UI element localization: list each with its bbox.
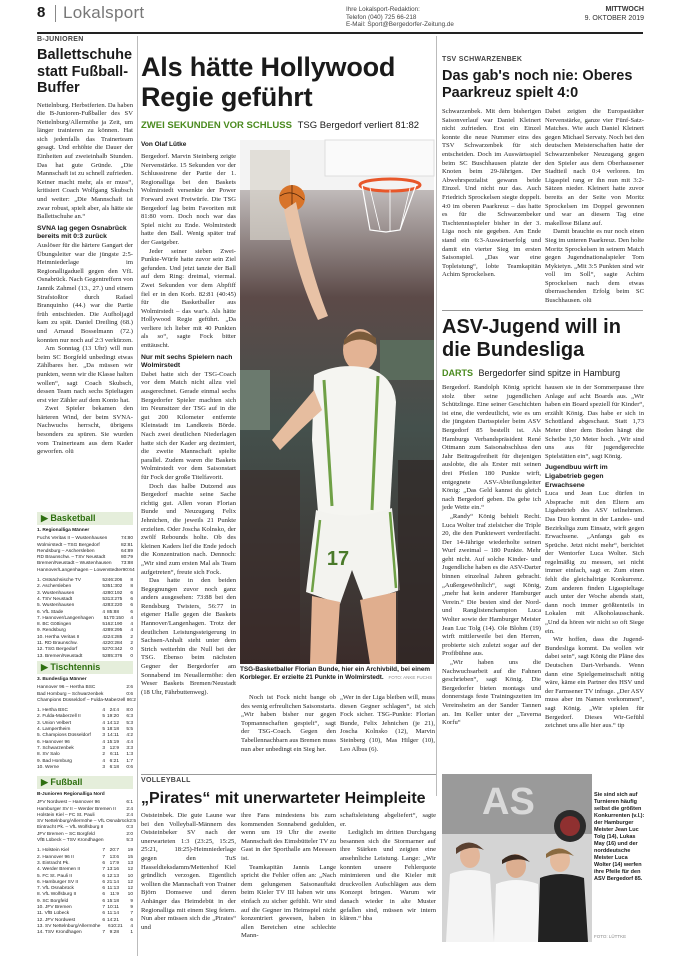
article-body: Oststeinbek. Die gute Laune war bei den Volleyball-Männern des Oststeinbeker SV nach der unerwarteten 1:3 (23:25, 15:25, 25:21, 18:25)-Heimniederlage gegen den TuS Hasseldieksdamm/Mettenhof Kiel gründlich verzogen. Eigentlich wollten die Mannschaft von Trainer Björn Domsewe und deren Anhänger das Heimdebüt in der Regionalliga mit einem Sieg feiern. Nun aber müssen sich die „Pirates“ und — [141, 812, 236, 931]
row-value: 7 — [102, 867, 105, 873]
row-value: 24:4 — [109, 708, 119, 714]
standings-list — [37, 578, 133, 660]
row-label: 6. Hamburger SV II — [37, 879, 79, 885]
vb-text-column-1 — [141, 812, 236, 952]
row-value: 11:9 — [110, 892, 119, 898]
darts-text-column-2 — [545, 384, 644, 770]
row-label: 11. RD Braunschw. — [37, 641, 78, 647]
row-value: 3 — [102, 745, 105, 751]
article-body: Luca und Jean Luc dürfen in Absprache mit den Eltern am Ligabetrieb des ASV teilnehmen. Das Duo kommt in der Landes- und Bezirksliga zum Einsatz, wirft gegen Erwachsene. „Anfangs gab es Sprüche. Jetzt nicht mehr“, berichtet der Wentorfer Luca Wolter. Sich regelmäßig zu messen, sei nicht immer einfach, sagt er. Zum einen fehlt die gleichaltrige Konkurrenz. Zum anderen finden Ligaspieltage auch unter der Woche abends statt, dann noch immer größtenteils in Lokalen mit Alkoholausschank. „Und da hören wir nicht so oft Siege ein. — [545, 490, 644, 635]
row-label: 3. Wustenhausen — [37, 590, 75, 596]
row-value: 5:3 — [126, 720, 133, 726]
row-value: 4 — [102, 628, 105, 634]
section-divider — [442, 310, 643, 311]
row-value: 270:342 — [105, 647, 123, 653]
article-body: „Wer in der Liga bleiben will, muss diesen Gegner schlagen“, ist sich Fock sicher. TSG-Punkte: Florian Bunde, Felix Jehnichen (je 21), Joscha Kolnsko (12), Marvin Steinberg (10), Mas Hilger (10), Leo Albus (6). — [340, 694, 435, 753]
photo-caption — [240, 666, 434, 682]
row-label: 12. JFV Nordwest — [37, 917, 76, 923]
row-label: 5. FC St. Pauli II — [37, 873, 72, 879]
row-value: 6 — [102, 886, 105, 892]
row-value: 6 — [130, 596, 133, 602]
row-label: Hannover/Langenhagen – Lowenstedter — [37, 567, 123, 573]
row-value: 6:11 — [110, 752, 119, 758]
vb-text-column-3 — [340, 812, 436, 952]
row-value: 6 — [130, 603, 133, 609]
contact-email: E-Mail: Sport@Bergedorfer-Zeitung.de — [346, 21, 454, 29]
row-value: 5 — [102, 578, 105, 584]
row-value: 5 — [102, 714, 105, 720]
row-value: 6:21 — [109, 758, 119, 764]
row-value: 2:5 — [129, 819, 137, 825]
row-value: 5:3 — [126, 838, 133, 844]
row-value: 5 — [102, 622, 105, 628]
table-row — [37, 568, 133, 574]
row-value: 224:285 — [105, 634, 123, 640]
box-title: Fußball — [50, 777, 83, 787]
date: 9. OKTOBER 2019 — [584, 14, 644, 22]
row-value: 6:18 — [109, 764, 119, 770]
row-value: 15:18 — [106, 898, 119, 904]
row-value: 2 — [130, 641, 133, 647]
row-label: JFV Nordwest – Hannover 96 — [37, 800, 100, 806]
row-label: 10. Hertha Veritas II — [37, 634, 80, 640]
row-value: 73:88 — [120, 561, 133, 567]
row-value: 5 — [102, 584, 105, 590]
row-value: 12 — [127, 867, 133, 873]
row-value: 2:0 — [126, 831, 133, 837]
article-body: Zwei Spieler bekamen den härteren Wind, der beim SVNA-Nachwuchs herrscht, übrigens besonders zu spüren. Sie wurden vom Trainerteam aus dem Kader geworfen. olü — [37, 405, 133, 456]
section-label: TSV SCHWARZENBEK — [442, 56, 523, 63]
row-label: 4. TSV Neustadt — [37, 596, 73, 602]
row-value: 6 — [130, 609, 133, 615]
triangle-icon: ▶ — [41, 662, 51, 672]
darts-subheadline: Bergedorfer sind spitze in Hamburg — [478, 368, 621, 378]
player-layup-image — [240, 140, 434, 664]
row-value: 90:64 — [122, 567, 135, 573]
row-label: 4. Werder Bremen II — [37, 867, 81, 873]
row-value: 0:6 — [126, 691, 133, 697]
row-label: 9. Bad Homburg — [37, 758, 72, 764]
tischtennis-box — [37, 661, 136, 771]
photo-credit: FOTO: ANKE FUCHS — [388, 675, 433, 680]
row-value: 18:18 — [106, 727, 119, 733]
row-value: 0 — [130, 647, 133, 653]
row-value: 4 — [130, 615, 133, 621]
row-label: Rendsburg – Aschersleben — [37, 548, 95, 554]
row-value: 4 — [130, 628, 133, 634]
row-label: 3. Union Velbert — [37, 720, 72, 726]
article-body: Jeder seiner sieben Zwei-Punkte-Würfe hatte zuvor sein Ziel gefunden. Und jetzt tanzte der Ball auf dem Ring: dreimal, viermal. Zwei Sekunden vor dem Abpfiff fiel er in den Korb. 82:81 (40:45) für die Basketballer aus Wolmirstedt – das war's. Als hätte Hollywood Regie geführt. „Da verliere ich lieber mit 40 Punkten als so“, sagte Fock bitter enttäuscht. — [141, 247, 236, 350]
results-table — [37, 677, 136, 771]
row-label: 5. Champions Düsseldorf — [37, 733, 91, 739]
row-value: 14:12 — [106, 720, 119, 726]
row-label: 2. Hannover 96 II — [37, 854, 74, 860]
row-label: RD Braunschw. – TSV Neustadt — [37, 555, 106, 561]
row-label: Fuchs Veritas II – Wustenhausen — [37, 536, 108, 542]
article-body: Schwarzenbek. Mit dem bisherigen Saisonverlauf war Daniel Kleinert nicht zufrieden. Erst ein Einzel konnte die neue Nummer eins des TSV Schwarzenbek für sich entscheiden. Doch im Auswärtsspiel beim SC Buschhausen platzte der Knoten beim 29-Jährigen. Der Abwehrspezialist gewann beide Einzel. Und nicht nur das. Auch Friedrich Sprockelsen siegte doppelt. 4:0 im oberen Paarkreuz – das hatte es für die Schwarzenbeker Tischtennisspieler bisher in der 3. Liga noch nie gegeben. Am Ende stand ein 6:3-Auswärtserfolg und damit ein vierter Sieg im ersten Saisonspiel. „Das war eine Topleistung“, lobte Teamkapitän Achim Sprockelsen. — [442, 108, 541, 279]
row-value: 2:4 — [126, 806, 133, 812]
row-value: 14:21 — [106, 917, 119, 923]
basketball-photo — [240, 140, 434, 664]
vb-text-column-2 — [241, 812, 336, 952]
basketball-box — [37, 512, 133, 660]
article-body: Dabei hatte sich der TSG-Coach vor dem Match nicht allzu viel ausgerechnet. Gerade einmal sechs Bergedorfer Spieler machten sich im Neunsitzer der TSG auf in die gut 200 Kilometer entfernte Kleinstadt im Landkreis Börde. Nach zwei deutlichen Niederlagen hatte sich der Kader arg dezimiert, die zweite Mannschaft spielte parallel. Zudem waren die Baskets Wolmirstedt vor dem Saisonstart für Fock der große Titelfavorit. — [141, 370, 236, 481]
tt-headline: Das gab's noch nie: Oberes Paarkreuz spielt 4:0 — [442, 68, 633, 101]
row-label: Bremen/Neustadt – Wustenhausen — [37, 561, 112, 567]
row-value: 5:5 — [126, 727, 133, 733]
row-value: 4 — [130, 923, 133, 929]
standings-list — [37, 708, 133, 771]
row-value: 6 — [130, 590, 133, 596]
box-title: Tischtennis — [50, 662, 101, 672]
row-value: 5 — [103, 615, 107, 621]
row-value: 4 — [102, 720, 105, 726]
row-label: 10. Werne — [37, 764, 60, 770]
row-value: 285:376 — [105, 653, 123, 659]
row-value: 12:13 — [106, 873, 119, 879]
result-list — [37, 800, 137, 844]
row-label: Hamburger SV II – Werder Bremen II — [37, 806, 116, 812]
darts-kicker-line — [442, 368, 647, 378]
row-value: 4:2 — [126, 733, 133, 739]
svg-text:AS: AS — [482, 781, 535, 823]
row-label: 1. Hertha BSC — [37, 708, 68, 714]
row-value: 8 — [130, 584, 133, 590]
row-value: 170:150 — [106, 615, 124, 621]
row-value: 289:295 — [105, 628, 123, 634]
article-body: Dabei zeigten die Europastädter Nervenstärke, ganze vier Fünf-Satz-Matches. Wie auch Daniel Kleinert gegen Michael Servaty. Noch bei den deutschen Meisterschaften hatte der Schwarzenbeker Neuzugang gegen den Spieler aus dem Oberhausener Stadtteil nach 0:4 verloren. Im Ligaspiel rang er ihn nun mit 3:2-Sätzen nieder. Kleinert hatte zuvor bereits an der Seite von Moritz Sprockelsen im Doppel gewonnen und war an diesem Tag eine makellose Bilanz auf. — [545, 108, 644, 227]
row-value: 9:28 — [109, 930, 119, 936]
article-body: „Randy“ König behielt Recht. Luca Wolter traf zielsicher die Triple 20, die den Punktewert verdreifacht. Der 14-Jährige wiederholte seinen Wurf zweimal – 180 Punkte. Mehr geht nicht. Auf solche Kinder- und Jugendliche haben es die ASV-Darter binnen einzelnal Jahren gebracht. „Außergewöhnlich“, sagt König, „mehr hat kein anderer Hamburger Verein.“ Die besten sind der Nord- und Ranglistenchampion Luca Wolter sowie der Hamburger Meister Jean Luc Tolg (14). Ole Blohm (19) wirft mittlerweile bei den Herren, probierte sich zuletzt sogar auf der Profibühne aus. — [442, 512, 541, 658]
row-value: 4 — [102, 739, 105, 745]
row-value: 6 — [130, 917, 133, 923]
row-value: 7 — [102, 930, 105, 936]
row-value: 12 — [127, 879, 133, 885]
caption-text: TSG-Basketballer Florian Bunde, hier ein Archivbild, bei einem Korbleger. Er erzielte 21 Punkte in Wolmirstedt. — [240, 666, 431, 681]
row-value: 5 — [102, 596, 105, 602]
league-name: 1. Regionalliga Männer — [37, 528, 90, 533]
row-label: 8. VfL Wolfsburg II — [37, 892, 77, 898]
row-label: 8. SV Salo — [37, 752, 60, 758]
row-value: 82:81 — [120, 542, 133, 548]
row-value: 6:2 — [129, 697, 136, 703]
row-label: Wolmirstedt – TSG Bergedorf — [37, 542, 100, 548]
row-label: 7. Schwarzenbek — [37, 745, 74, 751]
darts-text-column-1 — [442, 384, 541, 770]
header-divider — [55, 5, 56, 22]
box-title: Basketball — [50, 513, 96, 523]
article-body: Nettelnburg. Herbstferien. Da haben die B-Junioren-Fußballer des SV Nettelnburg/Allermöhe ja Zeit, um länger trainieren zu können. Hat sich jedenfalls das Trainerteam gesagt. Und erhöhte die Dauer der Einheiten auf zweieinhalb Stunden. Das hat gute Gründe. „Die Mannschaft ist zu schnell zufrieden. Keiner macht mehr, als er muss“, kritisiert Coach Wolfgang Skubsch und weiter: „Die Mannschaft ist zwar robust, spielt aber, als hätte sie Ballettschuhe an.“ — [37, 101, 134, 221]
article-headline: Ballettschuhe statt Fußball-Buffer — [37, 47, 133, 96]
row-label: 14. TSV Krondhagen — [37, 930, 82, 936]
row-label: Champions Düsseldorf – Fulda-Maberzell II — [37, 697, 130, 703]
row-label: 1. Holstein Kiel — [37, 848, 69, 854]
row-value: 3:3 — [126, 745, 133, 751]
row-value: 2 — [102, 752, 105, 758]
article-body: Das hatte in den beiden Begegnungen zuvor noch ganz anders ausgesehen: 73:88 bei den Rendsburg Twisters, 56:77 in eigener Halle gegen die Baskets Hannover/Langenhagen. Trotz der deutlichen Leistungssteigerung in Sachsen-Anhalt steht unter dem Strich weiterhin die Null bei der TSG. Ebenso beim nächsten Gegner der Bergedorfer am Sonnabend im Neuallermöhe: den Weser Baskets Bremen/Neustadt (18 Uhr, Fährbuttenweg). — [141, 577, 236, 696]
row-value: 15 — [127, 854, 133, 860]
row-value: 4 — [102, 641, 105, 647]
row-label: 13. SV Nettelnburg/Allermöhe — [37, 923, 101, 929]
main-kicker-line — [141, 120, 436, 131]
main-text-column — [141, 153, 236, 769]
row-value: 5 — [102, 653, 105, 659]
row-label: 1. Ostsächsische TV — [37, 578, 81, 584]
contact-info — [346, 6, 454, 29]
row-value: 1:3 — [126, 752, 133, 758]
row-value: 17:9 — [109, 860, 119, 866]
darts-players-image — [442, 774, 592, 942]
row-value: 6 — [102, 911, 105, 917]
row-value: 9 — [130, 898, 133, 904]
row-value: 4 — [102, 590, 105, 596]
jersey-number: 17 — [326, 548, 350, 570]
row-value: 5 — [102, 727, 105, 733]
article-body: „Wir haben uns die Nachwuchsarbeit auf die Fahnen geschrieben“, sagt König. Die Bergedorfer bieten montags und donnerstags feste Trainingszeiten im Vereinsheim an der Sander Tannen an. Im Keller unter der „Taverna Korfu“ — [442, 659, 541, 727]
triangle-icon: ▶ — [41, 513, 51, 523]
column-divider — [436, 36, 437, 796]
article-body: Doch das halbe Dutzend aus Bergedorf machte seine Sache richtig gut. Allen voran Florian Bunde und Neuzugang Felix Jehnichen, die jeweils 21 Punkte erzielten. Oder Joscha Kolnsko, der zwölf Rebounds holte. Ob des kleinen Kaders lief die Ende jedoch die Konzentration nach. Dennoch: „Wir sind zum ersten Mal als Team aufgetreten“, freute sich Fock. — [141, 482, 236, 576]
row-value: 12:9 — [109, 745, 119, 751]
row-label: 9. SC Borgfeld — [37, 898, 69, 904]
article-body: ihre Fans mindestens bis zum kommenden Sonnabend gedulden, wenn um 19 Uhr die zweite Mannschaft des Eimsbütteler TV zu Gast in der Sporthalle am Meessen ist. — [241, 812, 336, 862]
row-label: 5. Wustenhausen — [37, 603, 75, 609]
row-value: 7 — [102, 905, 105, 911]
column-divider — [137, 36, 138, 956]
row-value: 2:6 — [126, 685, 133, 691]
row-value: 4 — [102, 609, 105, 615]
row-value: 10:21 — [110, 923, 123, 929]
table-row — [37, 930, 133, 936]
row-value: 5 — [102, 647, 105, 653]
row-label: 3. Eintracht Pk. — [37, 860, 70, 866]
row-label: 11. VfB Lübeck — [37, 911, 70, 917]
weekday: MITTWOCH — [605, 6, 644, 13]
row-label: Eintracht Pk. – VfL Wolfsburg II — [37, 825, 104, 831]
row-value: 4 — [102, 708, 105, 714]
darts-caption — [594, 792, 646, 930]
row-value: 313:275 — [105, 596, 123, 602]
caption-text: Sie sind sich auf Turnieren häufig selbst die größten Konkurrenten (v.l.): der Hamburger Meister Jean Luc Tolg (14), Lukas May (16) und der norddeutsche Meister Luca Wolter (14) werfen ihre Pfeile für den ASV Bergedorf 85. — [594, 792, 645, 882]
row-value: 7 — [102, 848, 105, 854]
article-body: hausen sie in der Sommerpause ihre Anlage auf acht Boards aus. „Wir haben ein Board speziell für Kinder“, erzählt König. Das habe er sich in Schottland abgeschaut. Statt 1,73 Meter über dem Boden hängt die Scheibe 1,50 Meter hoch. „Wir sind uns aus für jugendgerechte Spielstätten ein“, sagt König. — [545, 384, 644, 460]
contact-line: Ihre Lokalsport-Redaktion: — [346, 6, 420, 13]
main-headline: Als hätte Hollywood Regie geführt — [141, 52, 396, 112]
row-value: 4 — [102, 634, 105, 640]
contact-phone: Telefon (040) 725 66-218 — [346, 13, 417, 21]
row-value: 12 — [127, 886, 133, 892]
basketball-header — [37, 512, 133, 525]
triangle-icon: ▶ — [41, 777, 51, 787]
row-label: JFV Bremen – SC Borgfeld — [37, 831, 95, 837]
row-value: 6 — [102, 873, 105, 879]
results-table — [37, 792, 137, 937]
article-body: Wir hoffen, dass die Jugend-Bundesliga kommt. Da wollen wir dabei sein“, sagt König die Pläne des Deutschen Dart-Verbands. Wenn dann eine Spielgemeinschaft nötig wäre, käme ein Partner des HSV und der Farmsener TV infrage. „Der ASV muss aber im Namen vorkommen“, sagt König. „Wir spielen für Bergedorf. Dieses Wir-Gefühl zeichnet uns alle hier aus.“ tip — [545, 636, 644, 730]
row-value: 10 — [127, 873, 133, 879]
row-value: 4:4 — [126, 739, 133, 745]
article-body: Lediglich im dritten Durchgang besannen sich die Stormarner auf ihre Stärken und zeigten eine ansehnliche Leistung. Lange: „Wir konnten unsere Fehlerquote minimieren und die Kieler mit druckvollen Aufschlägen aus dem Konzept bringen. Warum wir danach wieder in alte Muster gefallen sind, müssen wir intern klären.“ hba — [340, 829, 436, 923]
article-body: schaftsleistung abgeliefert“, sagte er. — [340, 812, 436, 828]
row-value: 80:79 — [120, 555, 133, 561]
section-label: VOLLEYBALL — [141, 777, 191, 784]
page-number: 8 — [37, 4, 46, 21]
tt-text-column-2 — [545, 108, 644, 304]
row-value: 11:14 — [107, 911, 119, 917]
fussball-header — [37, 776, 133, 789]
article-subheading: Jugendbuu wirft im Ligabetrieb gegen Erwachsene — [545, 464, 608, 489]
row-value: 14:11 — [107, 733, 119, 739]
row-label: 7. VfL Osnabrück — [37, 886, 74, 892]
row-value: 19:20 — [106, 714, 119, 720]
table-row — [37, 654, 133, 660]
row-label: 12. TSG Bergedorf — [37, 647, 78, 653]
row-value: 283:220 — [105, 603, 123, 609]
article-subheading: Nur mit sechs Spielern nach Wolmirstedt — [141, 353, 233, 370]
row-label: 9. Rendsburg — [37, 628, 66, 634]
row-value: 4 — [130, 622, 133, 628]
row-value: 246:206 — [105, 578, 123, 584]
main-text-column-2 — [241, 694, 336, 770]
row-value: 0 — [130, 653, 133, 659]
tt-text-column-1 — [442, 108, 541, 304]
row-value: 220:284 — [105, 641, 123, 647]
row-value: 6 — [102, 892, 105, 898]
row-value: 6 — [102, 860, 105, 866]
row-value: 6:3 — [126, 714, 133, 720]
row-value: 6:1 — [126, 800, 133, 806]
row-value: 74:80 — [120, 536, 133, 542]
row-value: 6 — [102, 879, 105, 885]
article-body: Bergedorf. Randolph König spricht stolz über seine jugendlichen Schützlinge. Eine seiner Geschichten ist eine, die verdeutlicht, wie es um die jüngsten Dartsspieler beim ASV Bergedorf 85 bestellt ist. Als Hamburgs Verbandspräsident René Ottmann zum Saisonabschluss den Jahr Beitragsfreiheit für diejenigen auslobte, die als Erster mit seinen drei Pfeilen 180 Punkte wirft, entgegnete ASV-Abteilungsleiter König: „Das Geld kannst du gleich nach Bergedorf geben. Da gehe ich jede Wette ein.“ — [442, 384, 541, 512]
row-value: 9 — [130, 905, 133, 911]
row-value: 21:14 — [106, 879, 119, 885]
article-body: Bergedorf. Marvin Steinberg zeigte Nervenstärke. 15 Sekunden vor der Schlusssirene der Partie der 1. Regionalliga bei den Baskets Wolmirstedt versenkte der Power Forward zwei Freiwürfe. Die TSG Bergedorf lag beim Favoriten mit 81:80 vorn. Doch noch war das Spiel nicht zu Ende. Wolmirstedt hatte den Ball. Wenig später traf der Gastgeber. — [141, 153, 236, 246]
row-value: 13:16 — [106, 867, 119, 873]
row-value: 0:6 — [126, 764, 133, 770]
main-subheadline: TSG Bergedorf verliert 81:82 — [297, 120, 420, 131]
row-label: 13. Bremen/Neustadt — [37, 653, 83, 659]
row-value: 15:19 — [106, 739, 119, 745]
row-value: 11:13 — [107, 886, 119, 892]
row-value: 13:6 — [109, 854, 119, 860]
byline: Von Olaf Lütke — [141, 141, 187, 148]
issue-date — [585, 6, 644, 23]
row-value: 2 — [130, 634, 133, 640]
darts-headline: ASV-Jugend will in die Bundesliga — [442, 316, 621, 361]
row-label: 2. Fulda-Maberzell II — [37, 714, 81, 720]
row-label: 6. Hannover 96 — [37, 739, 70, 745]
row-value: 19 — [127, 848, 133, 854]
article-body: Auslöser für die härtere Gangart der Übungsleiter war die jüngste 2:5-Heimniederlage im Regionalligaduell gegen den VfL Osnabrück. Nach Gegentreffern von Jannik Zahmel (13., 27.) und einem Strafstoßtor durch Rafael Branquinho (44.) war die Partie früh entschieden. Die Aufholjagd kam zu spät. Daniel Dreiling (68.) und Arnaud Bosselmann (72.) konnten nur noch auf 2:3 verkürzen. — [37, 242, 133, 344]
photo-credit: FOTO: LÜTTKE — [594, 934, 627, 939]
darts-kicker: DARTS — [442, 368, 473, 378]
row-value: 3 — [102, 733, 105, 739]
row-value: 4 — [102, 603, 105, 609]
table-row — [37, 838, 133, 844]
section-divider — [141, 774, 436, 775]
row-value: 85:88 — [106, 609, 119, 615]
article-body: Noch ist Fock nicht bange ob des wenig erfreulichen Saisonstarts. „Wir haben bisher nur gegen Topmannschaften gespielt“, sagt der TSG-Coach. Gegen den Tabellennachbarn aus Bremen muss nun aber unbedingt ein Sieg her. — [241, 694, 336, 753]
row-value: 7 — [102, 854, 105, 860]
article-body: Teamkapitän Jannis Lange spricht die Fehler offen an: „Nach dem gelungenen Saisonauftakt beim Kieler TV III haben wir uns einfach zu sicher gefühlt. Wir sind auf die Gegner im Heimspiel nicht konzentriert gewesen, haben in allen Bereichen eine schlechte Mann- — [241, 863, 336, 940]
row-value: 1 — [130, 930, 133, 936]
left-column — [37, 36, 133, 506]
row-value: 0:3 — [126, 825, 133, 831]
results-table — [37, 528, 133, 660]
darts-photo — [442, 774, 592, 942]
main-kicker: ZWEI SEKUNDEN VOR SCHLUSS — [141, 120, 292, 131]
tischtennis-header — [37, 661, 133, 674]
section-label: B-JUNIOREN — [37, 36, 84, 43]
row-label: SV Nettelnburg/Allermöhe – VfL Osnabrück — [37, 819, 130, 825]
result-list — [37, 685, 136, 704]
row-value: 2:4 — [126, 812, 133, 818]
standings-list — [37, 848, 133, 936]
row-value: 6 — [102, 917, 105, 923]
row-value: 6 — [108, 923, 111, 929]
row-value: 64:89 — [120, 548, 133, 554]
main-text-column-3 — [340, 694, 435, 770]
volleyball-headline: „Pirates“ mit unerwarteter Heimpleite — [141, 790, 426, 807]
row-label: 8. BC Göttingen — [37, 622, 72, 628]
article-body: Am Sonntag (13 Uhr) will nun beim SC Borgfeld unbedingt etwas Zählbares her. „Da müssen wir punkten, wenn wir die Klasse halten wollen“, sagt Coach Skubsch, dessen Team nach sechs Spieltagen erst vier Zähler auf dem Konto hat. — [37, 345, 133, 404]
article-subheading: SVNA lag gegen Osnabrück bereits mit 0:3 zurück — [37, 224, 127, 241]
row-label: 6. VfL Stade — [37, 609, 64, 615]
row-value: 351:302 — [105, 584, 123, 590]
row-value: 280:192 — [105, 590, 123, 596]
row-value: 10 — [127, 892, 133, 898]
fussball-box — [37, 776, 137, 937]
row-value: 6 — [102, 898, 105, 904]
row-value: 8 — [130, 578, 133, 584]
article-body: Damit brauchte es nur noch einen Sieg im unteren Paarkreuz. Den holte Moritz Sprockelsen in seinem Match gegen Jugendnationalspieler Tom Mykietyn. „Mit 3:5 Punkten sind wir voll im Soll“, sagte Achim Sprockelsen nach dem etwas überraschenden Erfolg beim SC Buschhausen. olü — [545, 228, 644, 305]
row-value: 4 — [102, 758, 105, 764]
table-row — [37, 765, 133, 771]
header-rule — [37, 32, 643, 34]
row-label: VfB Lübeck – TSV Krondhagen — [37, 838, 104, 844]
league-name: B-Junioren Regionalliga Nord — [37, 792, 105, 797]
row-value: 162:190 — [105, 622, 123, 628]
row-label: 4. Lampertheim — [37, 727, 71, 733]
row-value: 1:7 — [126, 758, 133, 764]
row-value: 20:7 — [109, 848, 119, 854]
row-label: Hannover 96 – Hertha BSC — [37, 685, 96, 691]
row-value: 7 — [130, 911, 133, 917]
league-name: 3. Bundesliga Männer — [37, 677, 87, 682]
row-value: 3 — [102, 764, 105, 770]
row-label: Holstein Kiel – FC St. Pauli — [37, 812, 95, 818]
row-label: Bad Homburg – Schwarzenbek — [37, 691, 104, 697]
row-label: 10. JFV Bremen — [37, 905, 72, 911]
row-value: 8:0 — [126, 708, 133, 714]
section-title: Lokalsport — [63, 3, 145, 22]
table-row — [37, 697, 136, 704]
result-list — [37, 536, 133, 574]
row-label: 2. Aschersleben — [37, 584, 72, 590]
row-label: 7. Hannover/Langenhagen — [37, 615, 94, 621]
row-value: 13 — [127, 860, 133, 866]
row-value: 10:11 — [107, 905, 119, 911]
